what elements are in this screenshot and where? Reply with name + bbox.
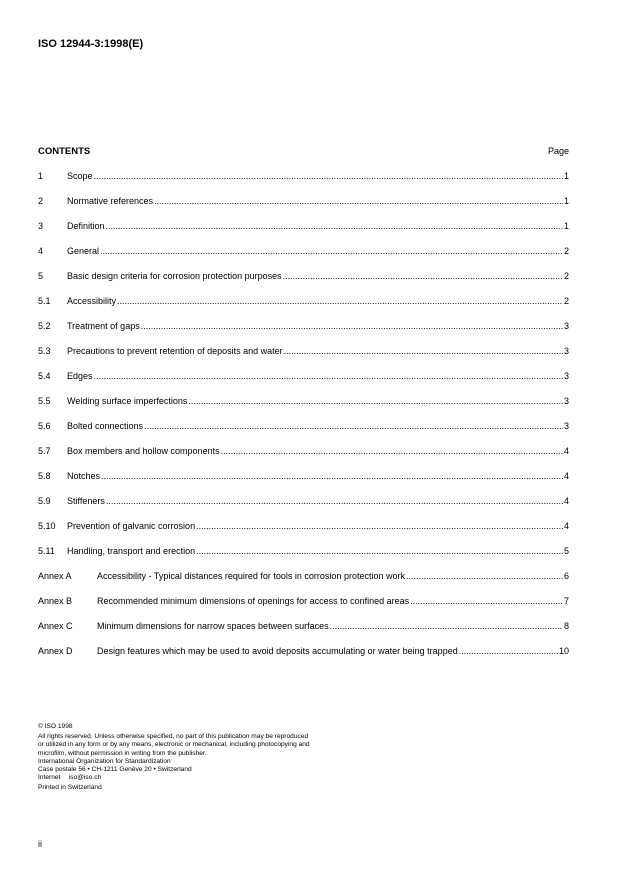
toc-entry-page: 3: [563, 371, 569, 381]
toc-annex-entry: [38, 621, 569, 646]
toc-entry-page: 8: [563, 621, 569, 631]
toc-dot-leader: [94, 371, 563, 382]
page-column-label: Page: [547, 146, 569, 156]
toc-entry-title: Definition: [67, 221, 105, 231]
toc-entry-number: 4: [38, 246, 44, 256]
toc-entry-number: 5.8: [38, 471, 51, 481]
toc-dot-leader: [283, 271, 563, 282]
toc-entry-title: Edges: [67, 371, 93, 381]
toc-entry-title: General: [67, 246, 100, 256]
toc-annex-entry: [38, 596, 569, 621]
toc-entry-number: 2: [38, 196, 44, 206]
toc-entry-title: Prevention of galvanic corrosion: [67, 521, 196, 531]
toc-entry-title: Accessibility: [67, 296, 117, 306]
toc-dot-leader: [144, 421, 563, 432]
toc-dot-leader: [406, 571, 563, 582]
toc-entry-title: Treatment of gaps: [67, 321, 140, 331]
toc-entry: [38, 496, 569, 521]
toc-entry-title: Bolted connections: [67, 421, 144, 431]
rights-text-line: All rights reserved. Unless otherwise specified, no part of this publication may be reproduced: [38, 733, 309, 741]
internet-email: iso@iso.ch: [68, 774, 102, 782]
toc-dot-leader: [100, 246, 563, 257]
toc-entry-title: Scope: [67, 171, 93, 181]
rights-text-line: microfilm, without permission in writing from the publisher.: [38, 749, 207, 757]
toc-entry-number: Annex A: [38, 571, 72, 581]
toc-entry-page: 7: [563, 596, 569, 606]
toc-entry-number: 5.3: [38, 346, 51, 356]
toc-entry-page: 2: [563, 271, 569, 281]
toc-dot-leader: [284, 346, 563, 357]
toc-entry: [38, 471, 569, 496]
toc-entry-page: 10: [558, 646, 569, 656]
toc-entry: [38, 396, 569, 421]
toc-dot-leader: [101, 471, 563, 482]
toc-entry: [38, 271, 569, 296]
internet-line: [38, 774, 310, 782]
toc-entry-title: Welding surface imperfections: [67, 396, 188, 406]
toc-annex-list: [38, 571, 569, 671]
toc-dot-leader: [106, 496, 563, 507]
toc-entry-page: 3: [563, 396, 569, 406]
toc-entry-page: 2: [563, 296, 569, 306]
toc-entry: [38, 521, 569, 546]
copyright-line: © ISO 1998: [38, 723, 73, 730]
toc-entry-number: 5.1: [38, 296, 51, 306]
toc-entry-number: 1: [38, 171, 44, 181]
toc-dot-leader: [196, 546, 563, 557]
toc-entry: [38, 421, 569, 446]
toc-entry: [38, 171, 569, 196]
toc-entry-number: 5: [38, 271, 44, 281]
table-of-contents: [38, 171, 569, 671]
copyright-footer: [38, 723, 310, 793]
toc-entry-number: 5.11: [38, 546, 55, 556]
internet-label: Internet: [38, 774, 61, 782]
toc-entry-number: 5.10: [38, 521, 56, 531]
toc-dot-leader: [410, 596, 563, 607]
toc-entry-page: 4: [563, 521, 569, 531]
document-id-header: ISO 12944-3:1998(E): [38, 38, 144, 50]
toc-dot-leader: [459, 646, 558, 657]
toc-entry: [38, 296, 569, 321]
toc-entry-page: 5: [563, 546, 569, 556]
toc-entry-number: 5.5: [38, 396, 51, 406]
toc-entry-title: Recommended minimum dimensions of openings for access to confined areas: [97, 596, 410, 606]
toc-entry-number: Annex D: [38, 646, 73, 656]
toc-entry-number: 5.7: [38, 446, 51, 456]
printed-in-line: Printed in Switzerland: [38, 784, 102, 792]
toc-entry-title: Stiffeners: [67, 496, 105, 506]
toc-entry: [38, 321, 569, 346]
toc-dot-leader: [196, 521, 563, 532]
toc-entry-number: Annex B: [38, 596, 73, 606]
toc-entry-title: Minimum dimensions for narrow spaces between surfaces: [97, 621, 329, 631]
toc-entry: [38, 196, 569, 221]
page-number: ii: [38, 839, 42, 849]
toc-entry-title: Design features which may be used to avoid deposits accumulating or water being trapped: [97, 646, 458, 656]
toc-entry-title: Notches: [67, 471, 101, 481]
toc-entry-page: 1: [563, 171, 569, 181]
toc-dot-leader: [188, 396, 563, 407]
toc-entry-title: Accessibility - Typical distances required for tools in corrosion protection work: [97, 571, 405, 581]
toc-entry-page: 3: [563, 421, 569, 431]
toc-entry: [38, 221, 569, 246]
toc-entry-page: 1: [563, 196, 569, 206]
toc-entry-page: 1: [563, 221, 569, 231]
toc-dot-leader: [330, 621, 563, 632]
toc-section-list: [38, 171, 569, 571]
toc-annex-entry: [38, 571, 569, 596]
toc-entry: [38, 446, 569, 471]
organization-name: International Organization for Standardization: [38, 757, 171, 765]
toc-dot-leader: [221, 446, 563, 457]
toc-dot-leader: [141, 321, 563, 332]
rights-text-line: or utilized in any form or by any means, electronic or mechanical, including photocopying and: [38, 741, 310, 749]
toc-dot-leader: [117, 296, 563, 307]
toc-entry-number: 5.4: [38, 371, 51, 381]
toc-entry-number: 3: [38, 221, 44, 231]
toc-dot-leader: [106, 221, 563, 232]
toc-entry: [38, 546, 569, 571]
toc-entry-page: 4: [563, 496, 569, 506]
toc-entry-title: Box members and hollow components: [67, 446, 220, 456]
toc-entry: [38, 346, 569, 371]
toc-entry: [38, 371, 569, 396]
toc-entry-title: Basic design criteria for corrosion protection purposes: [67, 271, 282, 281]
toc-entry-number: 5.2: [38, 321, 51, 331]
toc-entry-page: 4: [563, 471, 569, 481]
toc-entry-page: 3: [563, 321, 569, 331]
toc-entry-title: Precautions to prevent retention of deposits and water: [67, 346, 283, 356]
toc-entry-number: Annex C: [38, 621, 73, 631]
toc-entry-page: 2: [563, 246, 569, 256]
toc-dot-leader: [94, 171, 563, 182]
toc-entry-number: 5.9: [38, 496, 51, 506]
toc-entry: [38, 246, 569, 271]
toc-entry-number: 5.6: [38, 421, 51, 431]
toc-entry-title: Normative references: [67, 196, 154, 206]
toc-entry-page: 4: [563, 446, 569, 456]
toc-entry-title: Handling, transport and erection: [67, 546, 196, 556]
postal-address: Case postale 56 • CH-1211 Genève 20 • Switzerland: [38, 766, 192, 774]
toc-entry-page: 6: [563, 571, 569, 581]
toc-annex-entry: [38, 646, 569, 671]
toc-entry-page: 3: [563, 346, 569, 356]
contents-heading: CONTENTS: [38, 146, 91, 157]
toc-dot-leader: [154, 196, 563, 207]
